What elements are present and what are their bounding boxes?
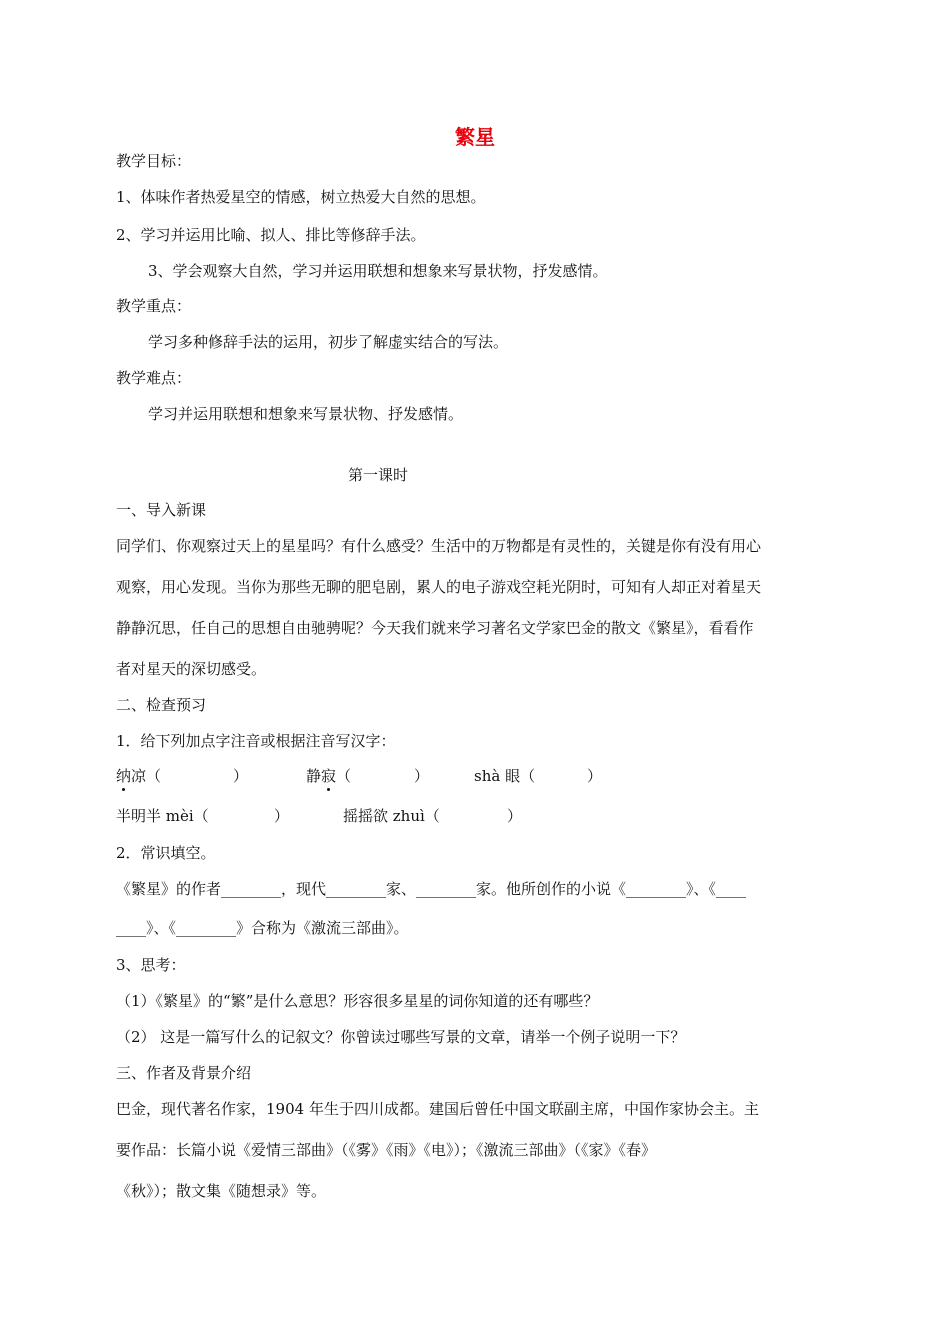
author-heading: 三、作者及背景介绍 bbox=[116, 1064, 252, 1082]
preview-question-2: 2．常识填空。 bbox=[116, 844, 216, 862]
objective-item-3: 3、学会观察大自然，学习并运用联想和想象来写景状物，抒发感情。 bbox=[148, 262, 608, 280]
intro-line-1: 同学们、你观察过天上的星星吗？有什么感受？生活中的万物都是有灵性的，关键是你有没有用心 bbox=[116, 537, 762, 555]
lesson-heading: 第一课时 bbox=[348, 466, 409, 484]
author-line-3: 《秋》）；散文集《随想录》等。 bbox=[116, 1182, 327, 1200]
objective-item-1: 1、体味作者热爱星空的情感，树立热爱大自然的思想。 bbox=[116, 188, 486, 206]
phonetic-item-5-close: ） bbox=[507, 807, 523, 825]
phonetic-item-1-close: ） bbox=[233, 767, 249, 785]
preview-heading: 二、检查预习 bbox=[116, 696, 207, 714]
difficulties-text: 学习并运用联想和想象来写景状物、抒发感情。 bbox=[148, 405, 464, 423]
author-line-2: 要作品：长篇小说《爱情三部曲》（《雾》《雨》《电》）；《激流三部曲》（《家》《春》 bbox=[116, 1141, 657, 1159]
think-question-1: （1）《繁星》的“繁”是什么意思？形容很多星星的词你知道的还有哪些？ bbox=[116, 992, 599, 1010]
dotted-char: 纳 bbox=[116, 767, 132, 785]
phonetic-item-3-close: ） bbox=[587, 767, 603, 785]
key-points-heading: 教学重点： bbox=[116, 297, 192, 315]
key-points-text: 学习多种修辞手法的运用，初步了解虚实结合的写法。 bbox=[148, 333, 509, 351]
preview-question-3: 3、思考： bbox=[116, 956, 186, 974]
preview-question-1: 1．给下列加点字注音或根据注音写汉字： bbox=[116, 732, 396, 750]
fill-blank-line-1: 《繁星》的作者________，现代________家、________家。他所创作的小说《________》、《____ bbox=[116, 880, 747, 898]
document-title: 繁星 bbox=[455, 125, 495, 149]
fill-blank-line-2: ____》、《________》合称为《激流三部曲》。 bbox=[116, 919, 409, 937]
objectives-heading: 教学目标： bbox=[116, 152, 192, 170]
dotted-char: 寂 bbox=[321, 767, 337, 785]
phonetic-item-2: 静寂（ bbox=[306, 767, 352, 785]
intro-line-2: 观察，用心发现。当你为那些无聊的肥皂剧，累人的电子游戏空耗光阴时，可知有人却正对着星天 bbox=[116, 578, 762, 596]
author-line-1: 巴金，现代著名作家，1904 年生于四川成都。建国后曾任中国文联副主席，中国作家协会主。主 bbox=[116, 1100, 759, 1118]
think-question-2: （2） 这是一篇写什么的记叙文？你曾读过哪些写景的文章，请举一个例子说明一下？ bbox=[116, 1028, 686, 1046]
phonetic-item-4: 半明半 mèi（ bbox=[116, 807, 209, 825]
intro-line-3: 静静沉思，任自己的思想自由驰骋呢？今天我们就来学习著名文学家巴金的散文《繁星》，看看作 bbox=[116, 619, 754, 637]
phonetic-item-1: 纳凉（ bbox=[116, 767, 162, 785]
intro-heading: 一、导入新课 bbox=[116, 501, 207, 519]
objective-item-2: 2、学习并运用比喻、拟人、排比等修辞手法。 bbox=[116, 226, 426, 244]
phonetic-item-5: 摇摇欲 zhuì（ bbox=[343, 807, 440, 825]
intro-line-4: 者对星天的深切感受。 bbox=[116, 660, 267, 678]
phonetic-item-4-close: ） bbox=[274, 807, 290, 825]
difficulties-heading: 教学难点： bbox=[116, 369, 192, 387]
phonetic-item-2-close: ） bbox=[414, 767, 430, 785]
phonetic-item-3: shà 眼（ bbox=[474, 767, 536, 785]
